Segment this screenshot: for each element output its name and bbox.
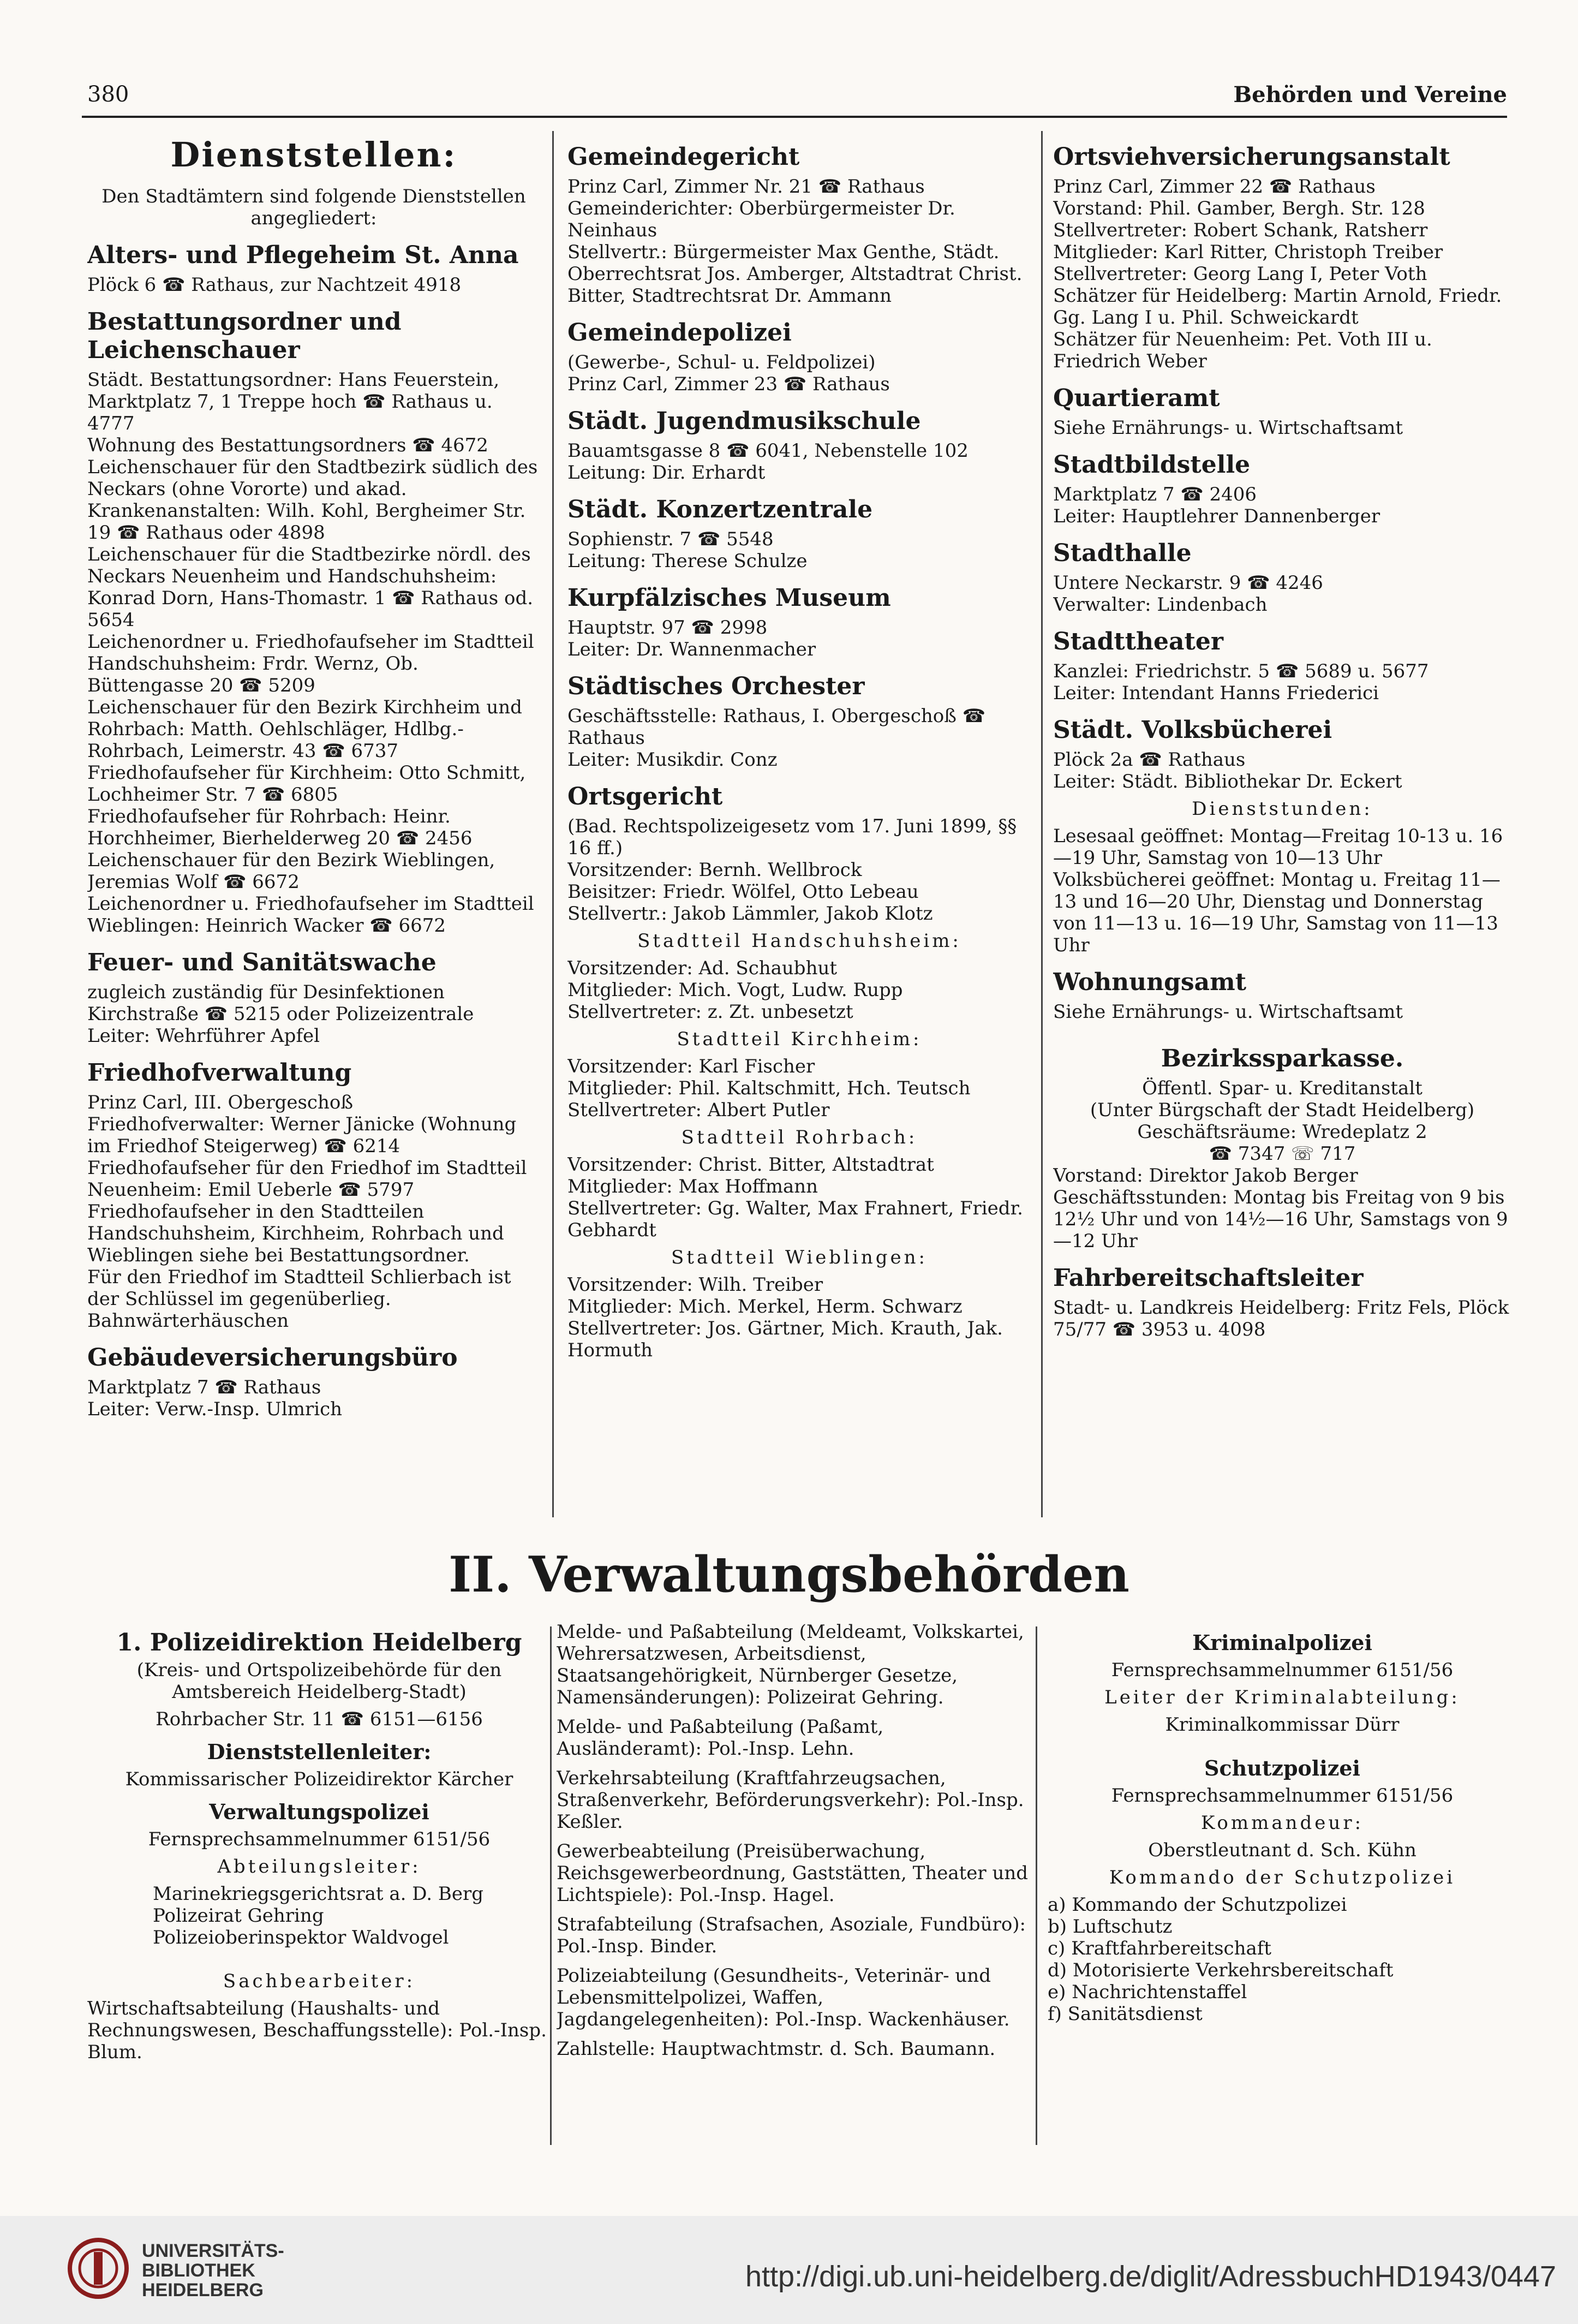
entry-line: Leitung: Therese Schulze [567,550,808,572]
viewer-footer [0,2216,1578,2324]
subsection-title: Abteilungsleiter: [217,1856,421,1878]
source-url-link[interactable]: http://digi.ub.uni-heidelberg.de/diglit/AdressbuchHD1943/0447 [745,2260,1556,2293]
entry-line: Leiter: Wehrführer Apfel [87,1025,320,1047]
entry-line: Leiter: Städt. Bibliothekar Dr. Eckert [1053,771,1402,792]
subsection-title: Kriminalpolizei [1192,1630,1372,1655]
entry-heading: Stadthalle [1053,539,1192,567]
entry-line: Stellvertr.: Jakob Lämmler, Jakob Klotz [567,903,933,925]
entry-heading: Kurpfälzisches Museum [567,584,891,612]
entry-line: Stellvertreter: Jos. Gärtner, Mich. Krauth, Jak. Hormuth [567,1318,1003,1361]
entry-line: Geschäftsstelle: Rathaus, I. Obergeschoß ☎ Rathaus [567,705,986,749]
column-3 [1053,131,1511,1528]
entry-line: b) Luftschutz [1048,1916,1173,1938]
entry-line: Leichenschauer für die Stadtbezirke nördl. des Neckars Neuenheim und Handschuhsheim: Konrad Dorn, Hans-Thomastr. 1 ☎ Rathaus od. 5654 [87,544,534,631]
subsection-title: Stadtteil Wieblingen: [671,1247,928,1268]
subsection-title: Dienststellenleiter: [207,1739,432,1764]
entry-line: Schätzer für Neuenheim: Pet. Voth III u. Friedrich Weber [1053,329,1432,372]
entry-line: Stellvertreter: z. Zt. unbesetzt [567,1001,853,1023]
entry-line: Stellvertreter: Robert Schank, Ratsherr [1053,219,1428,241]
entry-line: (Kreis- und Ortspolizeibehörde für den Amtsbereich Heidelberg-Stadt) [136,1659,502,1703]
entry-line: Vorsitzender: Christ. Bitter, Altstadtrat [567,1154,934,1176]
entry-line: Beisitzer: Friedr. Wölfel, Otto Lebeau [567,881,919,903]
entry-line: c) Kraftfahrbereitschaft [1048,1938,1271,1959]
column-divider [1041,131,1043,1517]
column-1 [87,131,540,1528]
entry-line: Stellvertreter: Albert Putler [567,1099,830,1121]
entry-line: Wohnung des Bestattungsordners ☎ 4672 [87,434,488,456]
entry-line: (Unter Bürgschaft der Stadt Heidelberg) [1090,1099,1475,1121]
entry-heading: Friedhofverwaltung [87,1059,352,1087]
entry-line: Hauptstr. 97 ☎ 2998 [567,617,768,639]
entry-line: Melde- und Paßabteilung (Meldeamt, Volkskartei, Wehrersatzwesen, Arbeitsdienst, Staatsangehörigkeit, Nürnberger Gesetze, Namensänderungen): Polizeirat Gehring. [557,1621,1024,1708]
running-title: Behörden und Vereine [1233,82,1507,108]
entry-line: Für den Friedhof im Stadtteil Schlierbach ist der Schlüssel im gegenüberlieg. Bahnwärterhäuschen [87,1266,511,1332]
entry-line: Leichenordner u. Friedhofaufseher im Stadtteil Wieblingen: Heinrich Wacker ☎ 6672 [87,893,534,937]
intro-text: Den Stadtämtern sind folgende Dienststellen angegliedert: [101,186,526,229]
entry-line: Leiter: Intendant Hanns Friederici [1053,682,1379,704]
entry-line: Plöck 6 ☎ Rathaus, zur Nachtzeit 4918 [87,274,462,296]
entry-heading: Städtisches Orchester [567,672,865,700]
entry-line: Polizeiabteilung (Gesundheits-, Veterinär- und Lebensmittelpolizei, Waffen, Jagdangelegenheiten): Pol.-Insp. Wackenhäuser. [557,1965,1010,2030]
header-rule [82,116,1507,118]
entry-heading: Gemeindepolizei [567,319,792,347]
entry-line: Vorstand: Phil. Gamber, Bergh. Str. 128 [1053,198,1425,219]
entry-line: Rohrbacher Str. 11 ☎ 6151—6156 [156,1708,483,1730]
entry-line: Verwalter: Lindenbach [1053,594,1268,616]
entry-heading: Bezirkssparkasse. [1161,1045,1404,1072]
entry-line: Polizeirat Gehring [153,1905,324,1927]
university-seal-icon [65,2236,131,2301]
entry-line: Melde- und Paßabteilung (Paßamt, Ausländeramt): Pol.-Insp. Lehn. [557,1716,884,1760]
entry-line: Vorsitzender: Ad. Schaubhut [567,957,838,979]
subsection-title: Dienststunden: [1192,798,1373,820]
subsection-title: Leiter der Kriminalabteilung: [1104,1687,1460,1708]
subsection-title: Schutzpolizei [1204,1756,1360,1780]
subsection-title: Stadtteil Rohrbach: [681,1127,918,1148]
entry-line: (Gewerbe-, Schul- u. Feldpolizei) [567,351,876,373]
entry-heading: Gebäudeversicherungsbüro [87,1344,458,1372]
entry-heading: Stadtbildstelle [1053,451,1251,479]
subsection-title: Kommando der Schutzpolizei [1109,1867,1456,1888]
entry-line: Siehe Ernährungs- u. Wirtschaftsamt [1053,417,1403,439]
subsection-title: Kommandeur: [1200,1812,1364,1834]
logo-line: BIBLIOTHEK [142,2260,255,2281]
entry-line: Prinz Carl, Zimmer Nr. 21 ☎ Rathaus [567,176,925,198]
entry-line: Leitung: Dir. Erhardt [567,462,766,484]
entry-heading: Feuer- und Sanitätswache [87,949,437,976]
entry-line: Polizeioberinspektor Waldvogel [153,1927,449,1948]
entry-line: Geschäftsräume: Wredeplatz 2 [1137,1121,1427,1143]
entry-line: Stellvertreter: Georg Lang I, Peter Voth [1053,263,1427,285]
entry-line: Marktplatz 7 ☎ Rathaus [87,1376,321,1398]
entry-heading: Städt. Jugendmusikschule [567,407,921,435]
subsection-title: Stadtteil Kirchheim: [677,1028,922,1050]
entry-line: e) Nachrichtenstaffel [1048,1981,1247,2003]
column-divider [552,131,554,1517]
entry-line: Leiter: Hauptlehrer Dannenberger [1053,505,1380,527]
bottom-column-2 [557,1621,1031,2167]
entry-line: Prinz Carl, Zimmer 23 ☎ Rathaus [567,373,890,395]
entry-heading: Ortsviehversicherungsanstalt [1053,143,1450,171]
entry-heading: Gemeindegericht [567,143,800,171]
column-divider [1036,1626,1037,2145]
entry-line: (Bad. Rechtspolizeigesetz vom 17. Juni 1899, §§ 16 ff.) [567,815,1017,859]
entry-line: Leichenschauer für den Stadtbezirk südlich des Neckars (ohne Vororte) und akad. Krankenanstalten: Wilh. Kohl, Bergheimer Str. 19 ☎ Rathaus oder 4898 [87,456,538,544]
subsection-title: Stadtteil Handschuhsheim: [637,930,961,952]
entry-heading: Bestattungsordner und Leichenschauer [87,308,402,364]
entry-line: Mitglieder: Max Hoffmann [567,1176,818,1197]
entry-line: Vorstand: Direktor Jakob Berger [1053,1165,1358,1187]
entry-line: Mitglieder: Mich. Vogt, Ludw. Rupp [567,979,903,1001]
entry-heading: Städt. Konzertzentrale [567,496,873,523]
entry-line: Kanzlei: Friedrichstr. 5 ☎ 5689 u. 5677 [1053,660,1429,682]
column-2 [567,131,1031,1528]
entry-line: ☎ 7347 ☏ 717 [1209,1143,1356,1165]
library-logo-text [142,2241,284,2300]
entry-line: Oberstleutnant d. Sch. Kühn [1148,1839,1416,1861]
entry-line: Vorsitzender: Karl Fischer [567,1056,815,1077]
page-header [87,82,1507,115]
entry-line: Friedhofaufseher in den Stadtteilen Handschuhsheim, Kirchheim, Rohrbach und Wieblingen siehe bei Bestattungsordner. [87,1201,504,1266]
entry-line: Lesesaal geöffnet: Montag—Freitag 10-13 u. 16—19 Uhr, Samstag von 10—13 Uhr [1053,825,1503,869]
entry-line: Friedhofaufseher für Rohrbach: Heinr. Horchheimer, Bierhelderweg 20 ☎ 2456 [87,806,473,849]
entry-line: Marinekriegsgerichtsrat a. D. Berg [153,1883,484,1905]
entry-line: a) Kommando der Schutzpolizei [1048,1894,1347,1916]
entry-line: Wirtschaftsabteilung (Haushalts- und Rechnungswesen, Beschaffungsstelle): Pol.-Insp. Blum. [87,1998,547,2063]
entry-line: Bauamtsgasse 8 ☎ 6041, Nebenstelle 102 [567,440,969,462]
entry-line: Verkehrsabteilung (Kraftfahrzeugsachen, Straßenverkehr, Beförderungsverkehr): Pol.-Insp. Keßler. [557,1767,1024,1833]
entry-line: Stellvertreter: Gg. Walter, Max Frahnert, Friedr. Gebhardt [567,1197,1023,1241]
entry-line: Leichenordner u. Friedhofaufseher im Stadtteil Handschuhsheim: Frdr. Wernz, Ob. Büttengasse 20 ☎ 5209 [87,631,534,696]
entry-line: Friedhofaufseher für Kirchheim: Otto Schmitt, Lochheimer Str. 7 ☎ 6805 [87,762,526,806]
entry-line: Gewerbeabteilung (Preisüberwachung, Reichsgewerbeordnung, Gaststätten, Theater und Lichtspiele): Pol.-Insp. Hagel. [557,1840,1029,1906]
entry-line: Mitglieder: Mich. Merkel, Herm. Schwarz [567,1296,963,1318]
entry-line: Plöck 2a ☎ Rathaus [1053,749,1246,771]
entry-line: Friedhofverwalter: Werner Jänicke (Wohnung im Friedhof Steigerweg) ☎ 6214 [87,1113,517,1157]
entry-line: Fernsprechsammelnummer 6151/56 [1111,1659,1454,1681]
page-number: 380 [87,82,129,107]
logo-line: UNIVERSITÄTS- [142,2240,284,2261]
entry-heading: 1. Polizeidirektion Heidelberg [116,1629,522,1656]
entry-line: Stadt- u. Landkreis Heidelberg: Fritz Fels, Plöck 75/77 ☎ 3953 u. 4098 [1053,1297,1509,1340]
entry-heading: Fahrbereitschaftsleiter [1053,1264,1364,1292]
entry-line: Leichenschauer für den Bezirk Wieblingen, Jeremias Wolf ☎ 6672 [87,849,495,893]
entry-heading: Alters- und Pflegeheim St. Anna [87,241,519,269]
bottom-column-3 [1048,1621,1517,2167]
entry-line: Volksbücherei geöffnet: Montag u. Freitag 11—13 und 16—20 Uhr, Dienstag und Donnerstag von 11—13 u. 16—19 Uhr, Samstag von 11—13 Uhr [1053,869,1501,956]
entry-line: zugleich zuständig für Desinfektionen Kirchstraße ☎ 5215 oder Polizeizentrale [87,981,474,1025]
entry-line: Fernsprechsammelnummer 6151/56 [1111,1785,1454,1807]
entry-line: Fernsprechsammelnummer 6151/56 [148,1828,491,1850]
entry-line: Stellvertr.: Bürgermeister Max Genthe, Städt. Oberrechtsrat Jos. Amberger, Altstadtrat Christ. Bitter, Stadtrechtsrat Dr. Ammann [567,241,1023,307]
entry-heading: Ortsgericht [567,783,723,811]
entry-line: Vorsitzender: Bernh. Wellbrock [567,859,862,881]
entry-line: Vorsitzender: Wilh. Treiber [567,1274,823,1296]
section-heading-dienststellen: Dienststellen: [170,135,457,175]
entry-line: f) Sanitätsdienst [1048,2003,1203,2025]
entry-line: Mitglieder: Karl Ritter, Christoph Treiber [1053,241,1443,263]
entry-line: Kommissarischer Polizeidirektor Kärcher [125,1768,513,1790]
entry-line: Gemeinderichter: Oberbürgermeister Dr. Neinhaus [567,198,955,241]
entry-line: d) Motorisierte Verkehrsbereitschaft [1048,1959,1394,1981]
subsection-title: Sachbearbeiter: [223,1970,416,1992]
entry-line: Kriminalkommissar Dürr [1165,1714,1400,1736]
entry-heading: Stadttheater [1053,628,1224,656]
entry-line: Zahlstelle: Hauptwachtmstr. d. Sch. Baumann. [557,2038,996,2060]
section-title: II. Verwaltungsbehörden [449,1546,1129,1604]
entry-line: Marktplatz 7 ☎ 2406 [1053,484,1257,505]
entry-line: Siehe Ernährungs- u. Wirtschaftsamt [1053,1001,1403,1023]
entry-line: Geschäftsstunden: Montag bis Freitag von 9 bis 12½ Uhr und von 14½—16 Uhr, Samstags von 9—12 Uhr [1053,1187,1508,1252]
subsection-title: Verwaltungspolizei [209,1799,429,1824]
entry-heading: Städt. Volksbücherei [1053,716,1332,744]
entry-heading: Wohnungsamt [1053,968,1247,996]
entry-line: Leiter: Dr. Wannenmacher [567,639,816,660]
entry-line: Städt. Bestattungsordner: Hans Feuerstein, Marktplatz 7, 1 Treppe hoch ☎ Rathaus u. 4777 [87,369,500,434]
bottom-column-1 [87,1621,551,2167]
entry-line: Öffentl. Spar- u. Kreditanstalt [1142,1077,1422,1099]
entry-line: Mitglieder: Phil. Kaltschmitt, Hch. Teutsch [567,1077,971,1099]
entry-line: Leiter: Verw.-Insp. Ulmrich [87,1398,343,1420]
entry-line: Schätzer für Heidelberg: Martin Arnold, Friedr. Gg. Lang I u. Phil. Schweickardt [1053,285,1502,329]
entry-line: Untere Neckarstr. 9 ☎ 4246 [1053,572,1323,594]
entry-line: Prinz Carl, Zimmer 22 ☎ Rathaus [1053,176,1376,198]
entry-line: Leichenschauer für den Bezirk Kirchheim und Rohrbach: Matth. Oehlschläger, Hdlbg.-Rohrbach, Leimerstr. 43 ☎ 6737 [87,696,522,762]
entry-heading: Quartieramt [1053,384,1220,412]
entry-line: Friedhofaufseher für den Friedhof im Stadtteil Neuenheim: Emil Ueberle ☎ 5797 [87,1157,527,1201]
entry-line: Sophienstr. 7 ☎ 5548 [567,528,774,550]
logo-line: HEIDELBERG [142,2280,264,2301]
entry-line: Prinz Carl, III. Obergeschoß [87,1092,354,1113]
entry-line: Strafabteilung (Strafsachen, Asoziale, Fundbüro): Pol.-Insp. Binder. [557,1914,1026,1957]
entry-line: Leiter: Musikdir. Conz [567,749,778,771]
